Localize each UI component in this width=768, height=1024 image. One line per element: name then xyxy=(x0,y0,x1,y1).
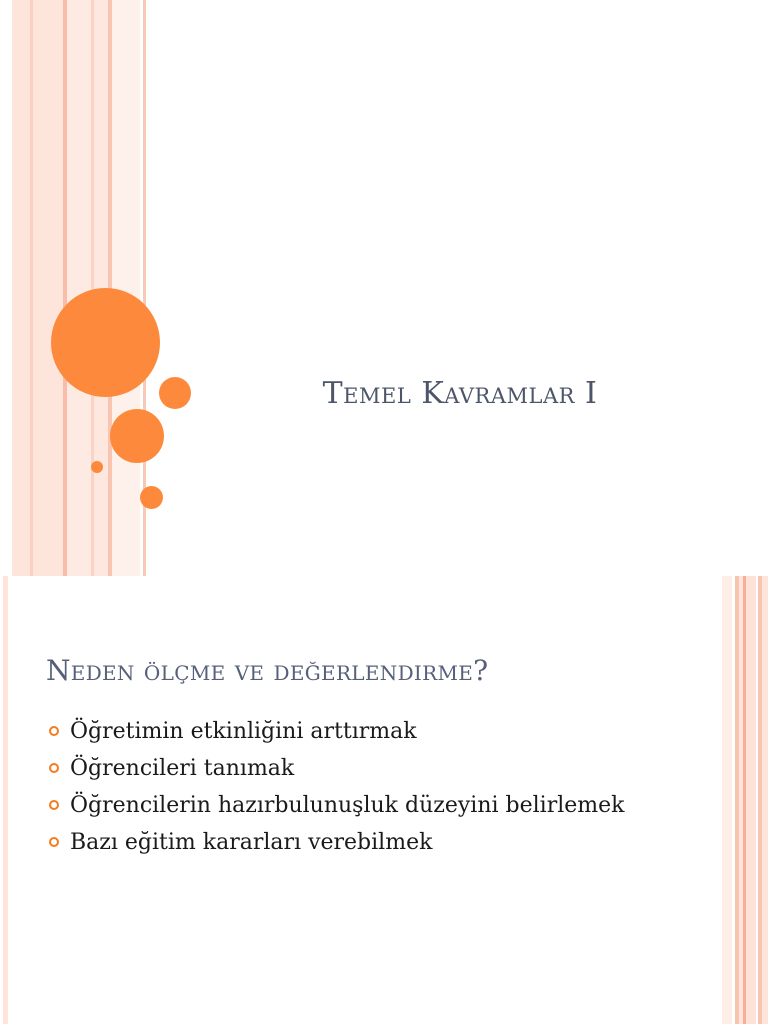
slide-title: Temel Kavramlar I xyxy=(322,376,598,411)
slide-heading: Neden ölçme ve değerlendirme? xyxy=(46,654,489,687)
small-circle-decoration xyxy=(140,486,163,509)
bullet-text: Öğrencilerin hazırbulunuşluk düzeyini belirlemek xyxy=(70,793,625,818)
right-stripe-band xyxy=(746,576,756,1024)
left-edge-stripe xyxy=(3,576,8,1024)
list-item xyxy=(46,790,686,821)
bullet-text: Öğrencileri tanımak xyxy=(70,756,295,781)
left-stripe-band xyxy=(12,0,30,576)
tiny-circle-decoration xyxy=(91,461,103,473)
medium-circle-decoration xyxy=(110,409,164,463)
ring-bullet-icon xyxy=(49,763,59,773)
bullet-text: Bazı eğitim kararları verebilmek xyxy=(70,830,433,855)
ring-bullet-icon xyxy=(49,800,59,810)
list-item xyxy=(46,716,686,747)
large-circle-decoration xyxy=(51,288,160,397)
bullet-text: Öğretimin etkinliğini arttırmak xyxy=(70,719,417,744)
small-circle-decoration xyxy=(159,377,191,409)
right-stripe-band xyxy=(722,576,732,1024)
list-item xyxy=(46,827,686,858)
left-stripe-band xyxy=(33,0,63,576)
left-stripe-band xyxy=(67,0,91,576)
ring-bullet-icon xyxy=(49,726,59,736)
bullet-list xyxy=(46,716,686,864)
list-item xyxy=(46,753,686,784)
right-stripe-band xyxy=(762,576,768,1024)
ring-bullet-icon xyxy=(49,837,59,847)
left-stripe-band xyxy=(112,0,140,576)
content-slide xyxy=(0,576,768,1024)
